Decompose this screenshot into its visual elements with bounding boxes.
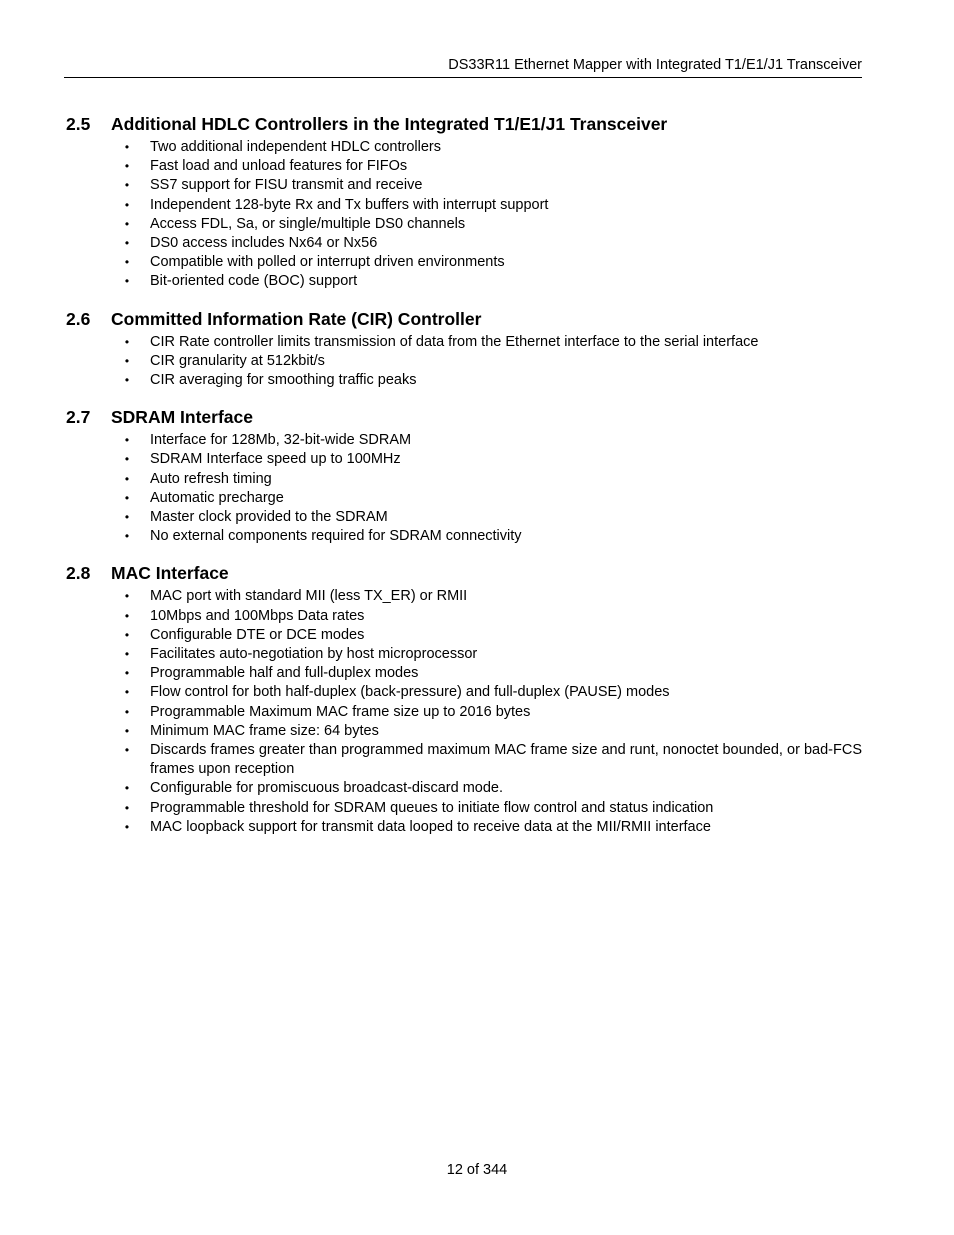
- bullet-icon: •: [124, 452, 130, 467]
- bullet-icon: •: [124, 529, 130, 544]
- list-item: [66, 645, 862, 664]
- bullet-icon: •: [124, 647, 130, 662]
- bullet-icon: •: [124, 800, 130, 815]
- list-item: [66, 253, 862, 272]
- list-item-text: Discards frames greater than programmed maximum MAC frame size and runt, nonoctet bounded, or bad-FCS frames upon reception: [150, 742, 862, 778]
- bullet-icon: •: [124, 490, 130, 505]
- bullet-list: [66, 431, 862, 546]
- list-item: [66, 607, 862, 626]
- list-item-text: CIR averaging for smoothing traffic peaks: [150, 372, 417, 389]
- list-item: [66, 508, 862, 527]
- bullet-icon: •: [124, 373, 130, 388]
- bullet-list: [66, 138, 862, 292]
- list-item-text: Interface for 128Mb, 32-bit-wide SDRAM: [150, 432, 412, 449]
- list-item-text: SS7 support for FISU transmit and receive: [150, 177, 423, 194]
- bullet-icon: •: [124, 178, 130, 193]
- list-item-text: Master clock provided to the SDRAM: [150, 509, 388, 526]
- list-item: [66, 234, 862, 253]
- list-item-text: Programmable Maximum MAC frame size up to 2016 bytes: [150, 703, 531, 720]
- section-heading: [66, 405, 862, 429]
- section-2-5: [66, 112, 862, 292]
- section-number: 2.5: [66, 114, 91, 134]
- bullet-icon: •: [124, 433, 130, 448]
- bullet-list: [66, 333, 862, 391]
- bullet-icon: •: [124, 704, 130, 719]
- list-item: [66, 683, 862, 702]
- bullet-icon: •: [124, 685, 130, 700]
- bullet-icon: •: [124, 743, 130, 758]
- bullet-icon: •: [124, 353, 130, 368]
- bullet-icon: •: [124, 819, 130, 834]
- list-item: [66, 587, 862, 606]
- list-item-text: MAC port with standard MII (less TX_ER) or RMII: [150, 588, 468, 605]
- list-item-text: Two additional independent HDLC controllers: [150, 139, 441, 155]
- list-item: [66, 527, 862, 546]
- list-item-text: Programmable threshold for SDRAM queues to initiate flow control and status indication: [150, 799, 714, 816]
- page-footer: [0, 1160, 954, 1180]
- section-2-8: [66, 561, 862, 837]
- list-item: [66, 489, 862, 508]
- bullet-icon: •: [124, 781, 130, 796]
- list-item-text: Programmable half and full-duplex modes: [150, 665, 419, 682]
- list-item: [66, 741, 862, 779]
- page-number: 12 of 344: [446, 1162, 508, 1178]
- bullet-icon: •: [124, 589, 130, 604]
- list-item: [66, 352, 862, 371]
- section-heading: [66, 561, 862, 585]
- list-item-text: CIR granularity at 512kbit/s: [150, 352, 325, 369]
- document-title: DS33R11 Ethernet Mapper with Integrated T1/E1/J1 Transceiver: [448, 57, 862, 73]
- bullet-icon: •: [124, 197, 130, 212]
- section-number: 2.7: [66, 407, 91, 428]
- list-item: [66, 664, 862, 683]
- list-item-text: Automatic precharge: [150, 489, 284, 506]
- list-item: [66, 703, 862, 722]
- list-item: [66, 470, 862, 489]
- list-item-text: No external components required for SDRAM connectivity: [150, 528, 522, 545]
- list-item: [66, 371, 862, 390]
- bullet-list: [66, 587, 862, 837]
- bullet-icon: •: [124, 334, 130, 349]
- page-header: [64, 55, 862, 78]
- bullet-icon: •: [124, 627, 130, 642]
- bullet-icon: •: [124, 274, 130, 289]
- list-item: [66, 157, 862, 176]
- page-content: [66, 112, 862, 852]
- list-item: [66, 450, 862, 469]
- list-item-text: DS0 access includes Nx64 or Nx56: [150, 235, 378, 252]
- list-item-text: Configurable DTE or DCE modes: [150, 626, 365, 643]
- list-item: [66, 176, 862, 195]
- section-title: MAC Interface: [111, 563, 229, 584]
- bullet-icon: •: [124, 255, 130, 270]
- list-item: [66, 779, 862, 798]
- list-item-text: Bit-oriented code (BOC) support: [150, 273, 358, 290]
- section-title: Additional HDLC Controllers in the Integrated T1/E1/J1 Transceiver: [111, 114, 668, 134]
- section-title: SDRAM Interface: [111, 407, 253, 428]
- list-item-text: SDRAM Interface speed up to 100MHz: [150, 451, 401, 468]
- list-item: [66, 722, 862, 741]
- list-item-text: MAC loopback support for transmit data looped to receive data at the MII/RMII interface: [150, 818, 711, 835]
- list-item-text: Facilitates auto-negotiation by host microprocessor: [150, 646, 478, 663]
- list-item: [66, 215, 862, 234]
- list-item-text: Access FDL, Sa, or single/multiple DS0 channels: [150, 215, 466, 232]
- bullet-icon: •: [124, 216, 130, 231]
- section-heading: [66, 112, 862, 136]
- list-item-text: 10Mbps and 100Mbps Data rates: [150, 607, 365, 624]
- list-item-text: Fast load and unload features for FIFOs: [150, 158, 408, 175]
- list-item: [66, 196, 862, 215]
- list-item: [66, 138, 862, 157]
- list-item-text: Flow control for both half-duplex (back-pressure) and full-duplex (PAUSE) modes: [150, 684, 670, 701]
- list-item: [66, 626, 862, 645]
- section-2-6: [66, 307, 862, 391]
- list-item: [66, 431, 862, 450]
- bullet-icon: •: [124, 666, 130, 681]
- list-item: [66, 799, 862, 818]
- list-item-text: Independent 128-byte Rx and Tx buffers with interrupt support: [150, 196, 549, 213]
- section-number: 2.8: [66, 563, 91, 584]
- section-2-7: [66, 405, 862, 546]
- section-number: 2.6: [66, 308, 91, 329]
- bullet-icon: •: [124, 723, 130, 738]
- list-item: [66, 272, 862, 291]
- bullet-icon: •: [124, 608, 130, 623]
- bullet-icon: •: [124, 140, 130, 154]
- bullet-icon: •: [124, 510, 130, 525]
- list-item-text: Configurable for promiscuous broadcast-discard mode.: [150, 780, 504, 797]
- list-item-text: Auto refresh timing: [150, 470, 272, 487]
- list-item-text: Minimum MAC frame size: 64 bytes: [150, 722, 379, 739]
- bullet-icon: •: [124, 159, 130, 174]
- bullet-icon: •: [124, 236, 130, 251]
- bullet-icon: •: [124, 471, 130, 486]
- list-item-text: Compatible with polled or interrupt driven environments: [150, 254, 505, 271]
- list-item-text: CIR Rate controller limits transmission of data from the Ethernet interface to the serial interface: [150, 333, 759, 350]
- section-title: Committed Information Rate (CIR) Controller: [111, 308, 482, 329]
- section-heading: [66, 307, 862, 331]
- list-item: [66, 818, 862, 837]
- list-item: [66, 333, 862, 352]
